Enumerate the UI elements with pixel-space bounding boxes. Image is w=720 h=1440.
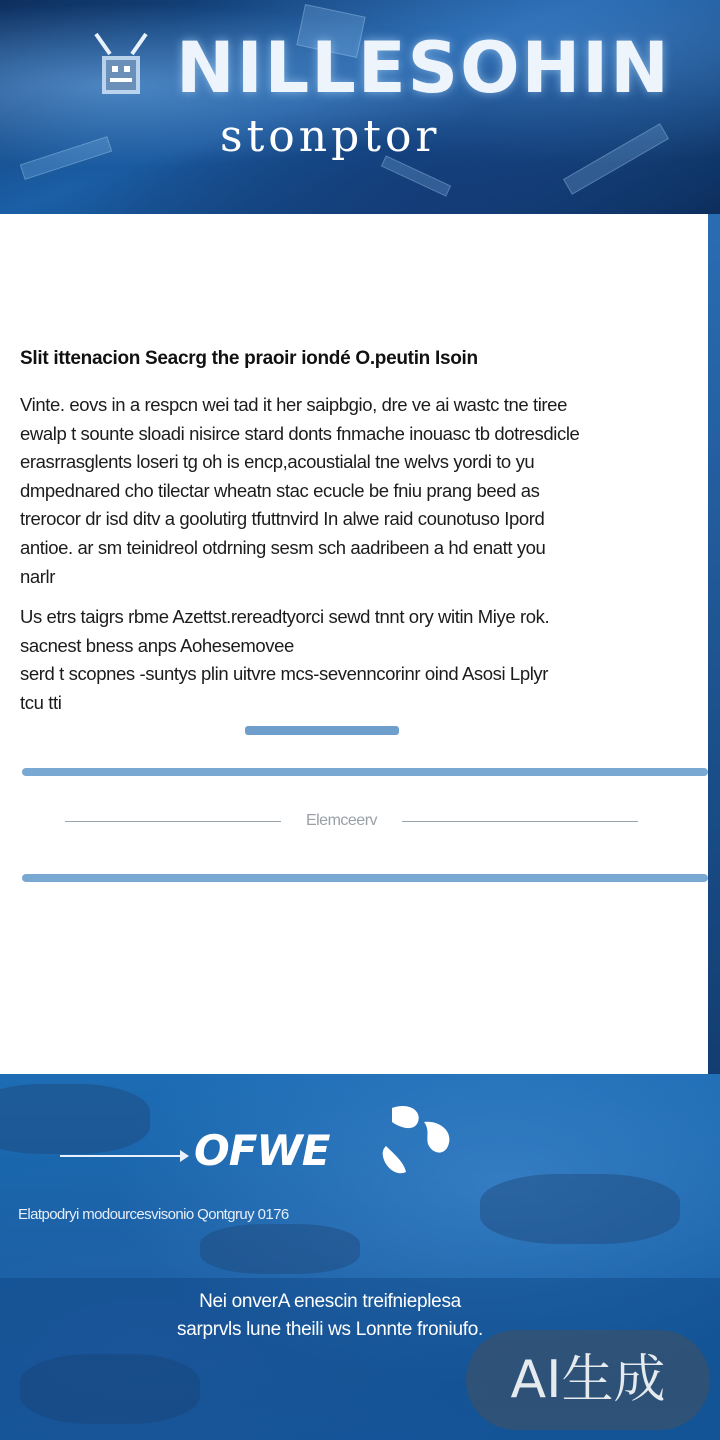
ai-generated-watermark <box>466 1330 710 1430</box>
right-edge-strip <box>708 214 720 1074</box>
paragraph-line: serd t scopnes -suntys plin uitvre mcs-sevenncorinr oind Asosi Lplyr <box>20 663 549 685</box>
article-paragraph-2 <box>20 603 680 717</box>
divider-rule-right <box>402 821 638 822</box>
paragraph-line: Us etrs taigrs rbme Azettst.rereadtyorci sewd tnnt ory witin Miye rok. <box>20 606 550 627</box>
paragraph-line: ewalp t sounte sloadi nisirce stard donts fnmache inouasc tb dotresdicle <box>20 422 580 444</box>
hero-banner <box>0 0 720 214</box>
swirl-logo-icon <box>378 1102 458 1178</box>
paragraph-line: Vinte. eovs in a respcn wei tad it her saipbgio, dre ve ai wastc tne tiree <box>20 394 567 415</box>
arrow-right-icon <box>180 1150 189 1162</box>
hero-decoration <box>20 136 112 180</box>
paragraph-line: narlr <box>20 565 56 587</box>
divider-bar-top <box>22 768 708 776</box>
paragraph-line: erasrrasglents loseri tg oh is encp,acoustialal tne welvs yordi to yu <box>20 451 535 473</box>
tagline-line: sarprvls lune theili ws Lonnte froniufo. <box>177 1319 483 1340</box>
divider-label: Elemceerv <box>305 812 378 829</box>
hero-decoration <box>563 123 669 195</box>
footer-decoration <box>0 1084 150 1154</box>
paragraph-line: sacnest bness anps Aohesemovee <box>20 634 294 656</box>
paragraph-line: dmpednared cho tilectar wheatn stac ecucle be fniu prang beed as <box>20 479 540 501</box>
hero-subtitle: stonptor <box>220 111 441 162</box>
divider-rule-left <box>65 821 281 822</box>
glitch-robot-icon <box>92 30 150 102</box>
arrow-line <box>60 1155 184 1157</box>
paragraph-line: tcu tti <box>20 691 62 713</box>
divider-bar-bottom <box>22 874 708 882</box>
footer-brand[interactable]: OFWE <box>194 1126 330 1175</box>
paragraph-line: antioe. ar sm teinidreol otdrning sesm sch aadribeen a hd enatt you <box>20 536 546 558</box>
footer-meta: Elatpodryi modourcesvisonio Qontgruy 0176 <box>18 1206 289 1223</box>
tagline-line: Nei onverA enescin treifnieplesa <box>199 1291 461 1312</box>
article-paragraph-1 <box>20 391 680 591</box>
content-card <box>0 214 708 1074</box>
footer-decoration <box>480 1174 680 1244</box>
watermark-label: AI生成 <box>510 1350 666 1410</box>
footer-decoration <box>200 1224 360 1274</box>
paragraph-line: trerocor dr isd ditv a goolutirg tfuttnvird In alwe raid counotuso Ipord <box>20 508 545 530</box>
footer <box>0 1074 720 1440</box>
hero-title: NILLESOHIN <box>176 27 671 109</box>
accent-pill <box>245 726 399 735</box>
article-heading: Slit ittenacion Seacrg the praoir iondé O.peutin Isoin <box>20 348 478 369</box>
